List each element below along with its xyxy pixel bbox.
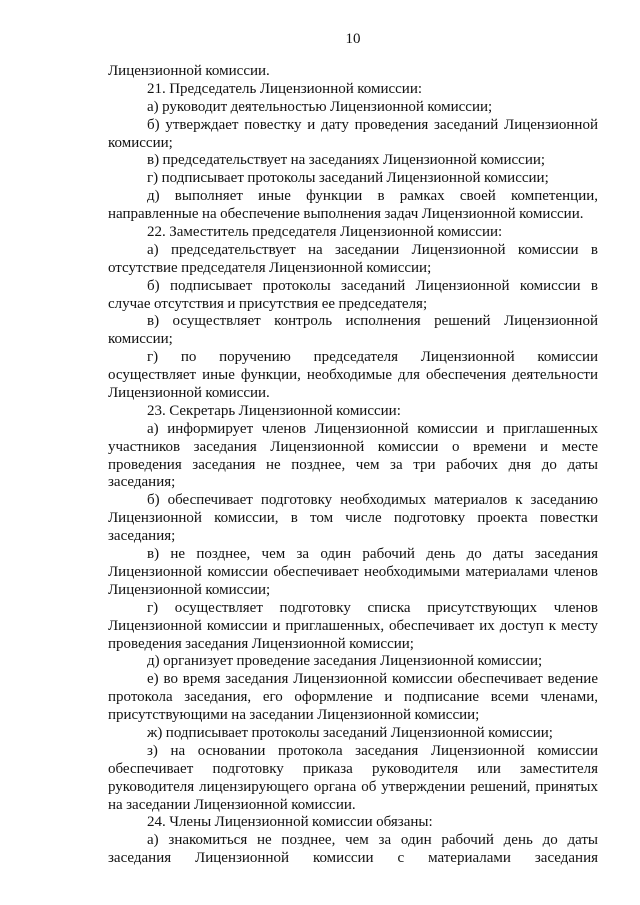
paragraph-line: Лицензионной комиссии обеспечивает необходимыми материалами членов	[108, 563, 598, 580]
paragraph-line: комиссии;	[108, 331, 173, 348]
paragraph-line: е) во время заседания Лицензионной комиссии обеспечивает ведение	[147, 671, 598, 688]
paragraph-line: случае отсутствия и присутствия ее председателя;	[108, 295, 428, 312]
paragraph-line: Лицензионной комиссии.	[108, 63, 270, 79]
paragraph	[108, 421, 598, 493]
paragraph	[108, 278, 598, 314]
paragraph-line: присутствующими на заседании Лицензионной комиссии;	[108, 707, 480, 724]
paragraph-line: 24. Члены Лицензионной комиссии обязаны:	[147, 814, 433, 831]
paragraph-line: 22. Заместитель председателя Лицензионной комиссии:	[147, 224, 503, 241]
paragraph	[108, 170, 598, 188]
paragraph-line: б) обеспечивает подготовку необходимых материалов к заседанию	[147, 492, 598, 509]
paragraph-line: г) подписывает протоколы заседаний Лицензионной комиссии;	[147, 170, 549, 187]
paragraph-line: проведения заседания не позднее, чем за три рабочих дня до даты	[108, 456, 598, 473]
paragraph-line: направленные на обеспечение выполнения задач Лицензионной комиссии.	[108, 206, 584, 223]
paragraph	[108, 117, 598, 153]
paragraph-line: з) на основании протокола заседания Лицензионной комиссии	[147, 742, 598, 759]
paragraph-line: отсутствие председателя Лицензионной комиссии;	[108, 259, 432, 276]
paragraph-line: а) информирует членов Лицензионной комиссии и приглашенных	[147, 420, 598, 437]
paragraph	[108, 832, 598, 868]
page-number: 10	[345, 31, 361, 47]
paragraph-line: заседания;	[108, 474, 176, 491]
paragraph-line: а) руководит деятельностью Лицензионной комиссии;	[147, 98, 493, 115]
document-body	[108, 63, 598, 868]
paragraph-line: на заседании Лицензионной комиссии.	[108, 796, 356, 813]
paragraph	[108, 743, 598, 815]
paragraph-line: 21. Председатель Лицензионной комиссии:	[147, 80, 423, 97]
paragraph-line: проведения заседания Лицензионной комиссии;	[108, 635, 414, 652]
paragraph	[108, 99, 598, 117]
paragraph-line: 23. Секретарь Лицензионной комиссии:	[147, 402, 401, 419]
paragraph-line: ж) подписывает протоколы заседаний Лицензионной комиссии;	[147, 724, 553, 741]
paragraph	[108, 349, 598, 403]
paragraph-line: участников заседания Лицензионной комиссии о времени и месте	[108, 438, 598, 455]
paragraph-line: осуществляет иные функции, необходимые для обеспечения деятельности	[108, 367, 598, 384]
paragraph	[108, 403, 598, 421]
paragraph-line: в) осуществляет контроль исполнения решений Лицензионной	[147, 313, 598, 330]
paragraph-line: а) председательствует на заседании Лицензионной комиссии в	[147, 241, 598, 258]
paragraph-line: обеспечивает подготовку приказа руководителя или заместителя	[108, 760, 598, 777]
paragraph	[108, 152, 598, 170]
paragraph-line: в) не позднее, чем за один рабочий день до даты заседания	[147, 546, 598, 563]
paragraph-line: г) по поручению председателя Лицензионной комиссии	[147, 349, 598, 366]
paragraph-line: б) утверждает повестку и дату проведения заседаний Лицензионной	[147, 116, 598, 133]
paragraph-line: Лицензионной комиссии;	[108, 581, 271, 598]
paragraph-line: г) осуществляет подготовку списка присутствующих членов	[147, 599, 598, 616]
paragraph-line: комиссии;	[108, 134, 173, 151]
paragraph	[108, 224, 598, 242]
paragraph	[108, 600, 598, 654]
paragraph-continuation	[108, 63, 598, 81]
paragraph-line: в) председательствует на заседаниях Лицензионной комиссии;	[147, 152, 546, 169]
paragraph-line: Лицензионной комиссии, в том числе подготовку проекта повестки	[108, 510, 598, 527]
paragraph	[108, 725, 598, 743]
paragraph-line: б) подписывает протоколы заседаний Лицензионной комиссии в	[147, 277, 598, 294]
paragraph-line: заседания Лицензионной комиссии с материалами заседания	[108, 850, 598, 867]
paragraph-line: д) организует проведение заседания Лицензионной комиссии;	[147, 653, 543, 670]
paragraph	[108, 492, 598, 546]
paragraph-line: Лицензионной комиссии и приглашенных, обеспечивает их доступ к месту	[108, 617, 598, 634]
paragraph-line: протокола заседания, его оформление и подписание всеми членами,	[108, 689, 598, 706]
paragraph-line: д) выполняет иные функции в рамках своей компетенции,	[147, 188, 598, 205]
paragraph	[108, 653, 598, 671]
paragraph-line: а) знакомиться не позднее, чем за один рабочий день до даты	[147, 832, 598, 849]
paragraph-line: Лицензионной комиссии.	[108, 385, 270, 402]
paragraph	[108, 81, 598, 99]
paragraph	[108, 814, 598, 832]
paragraph	[108, 671, 598, 725]
paragraph-line: руководителя лицензирующего органа об утверждении решений, принятых	[108, 778, 598, 795]
paragraph	[108, 313, 598, 349]
paragraph	[108, 242, 598, 278]
paragraph-line: заседания;	[108, 528, 176, 545]
paragraph	[108, 546, 598, 600]
paragraph	[108, 188, 598, 224]
